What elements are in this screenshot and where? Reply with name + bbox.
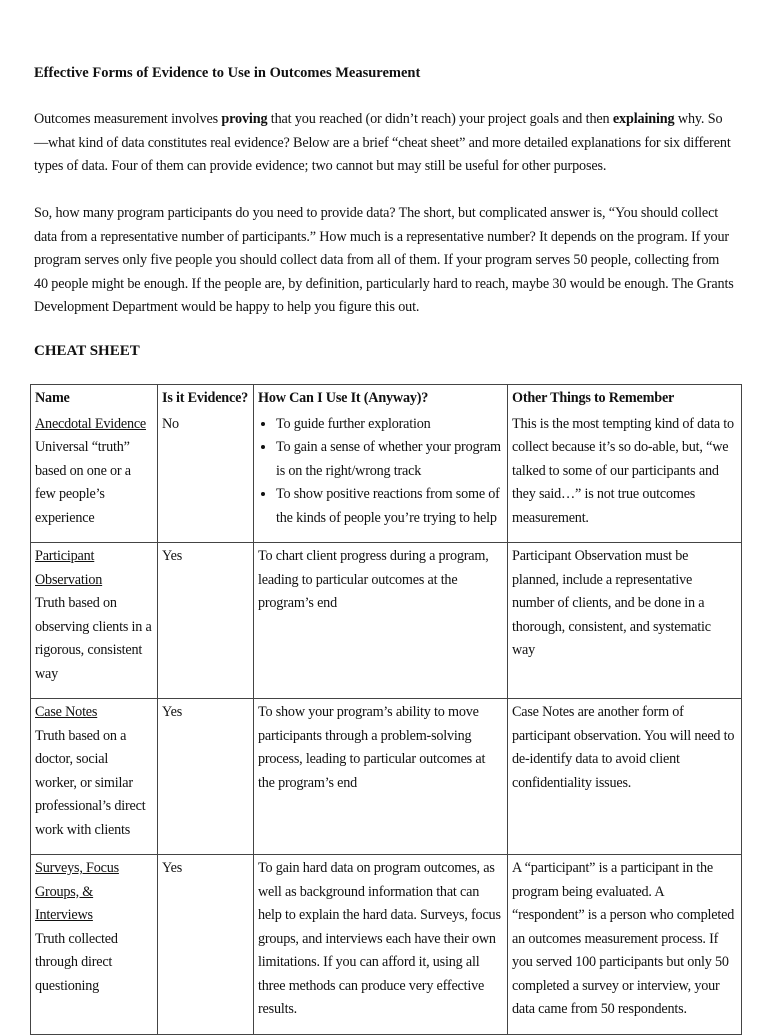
remember-cell: A “participant” is a participant in the program being evaluated. A “respondent” is a person who completed an outcomes measurement process. If you served 100 participants but only 50 completed a survey or interview, your data came from 50 respondents.	[508, 855, 742, 1035]
row-name: Case Notes	[35, 704, 98, 720]
row-name: Surveys, Focus Groups, & Interviews	[35, 860, 119, 923]
row-description: Truth collected through direct questioning	[35, 930, 118, 994]
header-evidence: Is it Evidence?	[158, 385, 254, 411]
use-cell: To show your program’s ability to move participants through a problem-solving process, leading to particular outcomes at the program’s end	[254, 699, 508, 855]
evidence-cell: Yes	[158, 855, 254, 1035]
row-description: Truth based on observing clients in a rigorous, consistent way	[35, 595, 152, 682]
remember-cell: Case Notes are another form of participant observation. You will need to de-identify data to avoid client confidentiality issues.	[508, 699, 742, 855]
cheat-sheet-heading: CHEAT SHEET	[34, 343, 140, 359]
intro-text-2: that you reached (or didn’t reach) your project goals and then	[267, 111, 613, 127]
table-row	[31, 543, 742, 699]
evidence-cell: Yes	[158, 699, 254, 855]
use-cell	[254, 411, 508, 543]
intro-text-3: why. So—what kind of data constitutes real evidence? Below are a brief “cheat sheet” and more detailed explanations for six different types of data. Four of them can provide evidence; two cannot but may still be useful for other purposes.	[34, 111, 731, 174]
intro-text-1: Outcomes measurement involves	[34, 111, 222, 127]
row-description: Truth based on a doctor, social worker, or similar professional’s direct work with clients	[35, 727, 146, 838]
table-row	[31, 699, 742, 855]
name-cell	[31, 699, 158, 855]
participants-paragraph: So, how many program participants do you need to provide data? The short, but complicated answer is, “You should collect data from a representative number of participants.” How much is a representative number? It depends on the program. If your program serves only five people you should collect data from all of them. If your program serves 50 people, collecting from 40 people might be enough. If the people are, by definition, particularly hard to reach, maybe 30 would be enough. The Grants Development Department would be happy to help you figure this out.	[34, 205, 734, 315]
header-remember: Other Things to Remember	[508, 385, 742, 411]
table-row	[31, 855, 742, 1035]
table-header-row	[31, 385, 742, 411]
list-item: • To show positive reactions from some of the kinds of people you’re trying to help	[276, 483, 503, 530]
row-name: Participant Observation	[35, 548, 103, 588]
remember-cell: This is the most tempting kind of data to collect because it’s so do-able, but, “we talked to some of our participants and they said…” is not true outcomes measurement.	[508, 411, 742, 543]
row-name: Anecdotal Evidence	[35, 415, 147, 432]
name-cell	[31, 543, 158, 699]
intro-bold-proving: proving	[221, 111, 268, 127]
header-name: Name	[31, 385, 158, 411]
cheat-sheet-table	[30, 384, 742, 1035]
use-list	[258, 413, 503, 531]
intro-paragraph	[34, 108, 734, 179]
header-use: How Can I Use It (Anyway)?	[254, 385, 508, 411]
name-cell	[31, 411, 158, 543]
row-description: Universal “truth” based on one or a few people’s experience	[35, 439, 131, 526]
list-item: • To guide further exploration	[276, 413, 503, 437]
use-cell: To chart client progress during a program, leading to particular outcomes at the program’s end	[254, 543, 508, 699]
name-cell	[31, 855, 158, 1035]
evidence-cell: Yes	[158, 543, 254, 699]
remember-cell: Participant Observation must be planned, include a representative number of clients, and be done in a thorough, consistent, and systematic way	[508, 543, 742, 699]
intro-bold-explaining: explaining	[612, 111, 675, 127]
document-title: Effective Forms of Evidence to Use in Outcomes Measurement	[34, 65, 421, 81]
list-item: • To gain a sense of whether your program is on the right/wrong track	[276, 436, 503, 483]
use-cell: To gain hard data on program outcomes, as well as background information that can help to explain the hard data. Surveys, focus groups, and interviews each have their own limitations. If you can afford it, using all three methods can produce very effective results.	[254, 855, 508, 1035]
table-row	[31, 411, 742, 543]
evidence-cell: No	[158, 411, 254, 543]
